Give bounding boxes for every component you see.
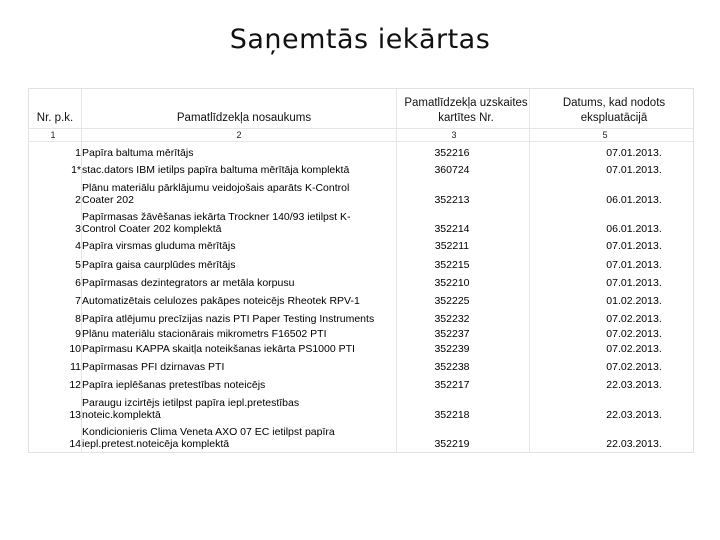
equipment-name: Papīrmasu KAPPA skaitļa noteikšanas iekārta PS1000 PTI <box>82 342 355 355</box>
equipment-name: Papīrmasas dezintegrators ar metāla korpusu <box>82 276 295 289</box>
page-title: Saņemtās iekārtas <box>229 24 491 55</box>
table-row <box>29 379 695 391</box>
table-row <box>29 277 695 289</box>
row-number: 8 <box>75 312 81 325</box>
commission-date: 07.01.2013. <box>606 258 662 271</box>
equipment-name: Papīrmasas žāvēšanas iekārta Trockner 140/93 ietilpst K-Control Coater 202 komplektā <box>82 211 351 235</box>
column-number: 2 <box>236 130 242 140</box>
column-number-divider <box>29 141 693 142</box>
row-number: 1* <box>71 163 81 176</box>
row-number: 10 <box>69 342 81 355</box>
inventory-number: 352225 <box>434 294 470 307</box>
inventory-number: 352211 <box>434 239 470 252</box>
commission-date: 07.02.2013. <box>606 360 662 373</box>
header-date: Datums, kad nodots ekspluatācijā <box>562 97 666 124</box>
equipment-name: Automatizētais celulozes pakāpes noteicējs Rheotek RPV-1 <box>82 294 360 307</box>
header-inventory: Pamatlīdzekļa uzskaites kartītes Nr. <box>404 97 528 124</box>
inventory-number: 352213 <box>434 193 470 206</box>
commission-date: 07.02.2013. <box>606 342 662 355</box>
equipment-name: Papīra atlējumu precīzijas nazis PTI Paper Testing Instruments <box>82 312 375 325</box>
column-number: 1 <box>50 130 56 140</box>
equipment-name: stac.dators IBM ietilps papīra baltuma mērītāja komplektā <box>82 163 350 176</box>
row-number: 7 <box>75 294 81 307</box>
table-row <box>29 259 695 271</box>
row-number: 14 <box>69 437 81 450</box>
commission-date: 07.02.2013. <box>606 312 662 325</box>
inventory-number: 352217 <box>434 378 470 391</box>
commission-date: 06.01.2013. <box>606 193 662 206</box>
column-number: 3 <box>451 130 457 140</box>
inventory-number: 352214 <box>434 222 470 235</box>
commission-date: 07.01.2013. <box>606 239 662 252</box>
equipment-name: Papīra baltuma mērītājs <box>82 146 194 159</box>
equipment-name: Papīrmasas PFI dzirnavas PTI <box>82 360 225 373</box>
equipment-name: Papīra virsmas gluduma mērītājs <box>82 239 236 252</box>
header-name: Pamatlīdzekļa nosaukums <box>176 112 312 124</box>
inventory-number: 352216 <box>434 146 470 159</box>
equipment-name: Plānu materiālu pārklājumu veidojošais aparāts K-Control Coater 202 <box>82 182 350 206</box>
inventory-number: 352219 <box>434 437 470 450</box>
column-number: 5 <box>602 130 608 140</box>
equipment-table <box>28 88 694 453</box>
table-row <box>29 208 695 235</box>
row-number: 12 <box>69 378 81 391</box>
table-row <box>29 179 695 206</box>
header-divider <box>29 128 693 129</box>
table-row <box>29 394 695 421</box>
inventory-number: 352210 <box>434 276 470 289</box>
table-row <box>29 313 695 325</box>
row-number: 9 <box>75 327 81 340</box>
equipment-name: Plānu materiālu stacionārais mikrometrs F16502 PTI <box>82 327 327 340</box>
commission-date: 01.02.2013. <box>606 294 662 307</box>
commission-date: 22.03.2013. <box>606 378 662 391</box>
table-row <box>29 328 695 340</box>
row-number: 1 <box>75 146 81 159</box>
commission-date: 06.01.2013. <box>606 222 662 235</box>
row-number: 5 <box>75 258 81 271</box>
commission-date: 22.03.2013. <box>606 408 662 421</box>
commission-date: 22.03.2013. <box>606 437 662 450</box>
equipment-name: Papīra gaisa caurplūdes mērītājs <box>82 258 236 271</box>
inventory-number: 352238 <box>434 360 470 373</box>
inventory-number: 352237 <box>434 327 470 340</box>
header-nr: Nr. p.k. <box>36 112 74 124</box>
table-row <box>29 343 695 355</box>
inventory-number: 352232 <box>434 312 470 325</box>
table-row <box>29 147 695 159</box>
table-row <box>29 295 695 307</box>
row-number: 6 <box>75 276 81 289</box>
inventory-number: 352218 <box>434 408 470 421</box>
table-row <box>29 423 695 450</box>
equipment-name: Paraugu izcirtējs ietilpst papīra iepl.pretestības noteic.komplektā <box>82 397 300 421</box>
row-number: 3 <box>75 222 81 235</box>
row-number: 2 <box>75 193 81 206</box>
commission-date: 07.01.2013. <box>606 146 662 159</box>
row-number: 13 <box>69 408 81 421</box>
table-row <box>29 164 695 176</box>
table-row <box>29 361 695 373</box>
inventory-number: 360724 <box>434 163 470 176</box>
equipment-name: Papīra ieplēšanas pretestības noteicējs <box>82 378 266 391</box>
commission-date: 07.02.2013. <box>606 327 662 340</box>
inventory-number: 352239 <box>434 342 470 355</box>
table-row <box>29 240 695 252</box>
commission-date: 07.01.2013. <box>606 276 662 289</box>
equipment-name: Kondicionieris Clima Veneta AXO 07 EC ietilpst papīra iepl.pretest.noteicēja komplektā <box>82 426 335 450</box>
inventory-number: 352215 <box>434 258 470 271</box>
commission-date: 07.01.2013. <box>606 163 662 176</box>
row-number: 11 <box>70 360 81 373</box>
row-number: 4 <box>75 239 81 252</box>
